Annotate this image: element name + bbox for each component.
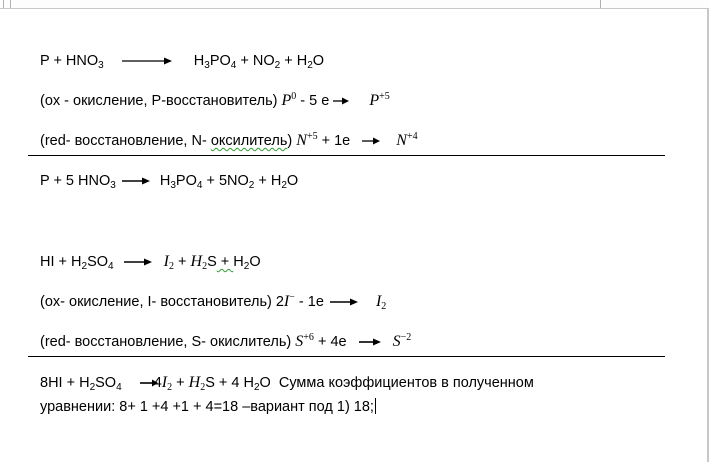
reaction-2-unbalanced [40, 253, 261, 271]
subscript: 2 [89, 382, 96, 393]
plus-sign: + [173, 254, 191, 270]
product-water-h: H [233, 254, 244, 270]
half-reaction-label: (ox - окисление, Р-восстановитель) [40, 93, 278, 109]
frame-tick [600, 0, 601, 8]
reactants: 8HI + [40, 375, 80, 391]
product-po: PO [209, 53, 231, 69]
subscript: 2 [243, 261, 250, 272]
frame-tick [10, 0, 11, 8]
subscript: 3 [98, 60, 104, 71]
right-arrow-icon [359, 337, 381, 347]
product-h: H [193, 53, 205, 69]
species-i2: $I_2$ [375, 293, 387, 312]
right-arrow-icon [122, 56, 172, 66]
plus-sign: + [216, 254, 234, 270]
species-s-plus6: $S^{+6}$ [295, 332, 314, 350]
plus-sign: + [172, 375, 189, 391]
product-water-o: O [286, 173, 299, 189]
fraction-rule-1 [28, 155, 665, 156]
subscript: 4 [230, 60, 237, 71]
product-i2: $I_2$ [163, 253, 174, 272]
right-arrow-icon [330, 297, 358, 307]
subscript: 4 [108, 261, 114, 272]
text-cursor [375, 398, 376, 414]
product-water-o: O [249, 254, 261, 270]
product-h2s: $H_2$ [190, 253, 208, 272]
product-s: S [205, 375, 215, 391]
fraction-rule-2 [28, 356, 665, 357]
answer-text: уравнении: 8+ 1 +4 +1 + 4=18 –вариант под 1) 18; [40, 399, 374, 415]
product-water-o: O [312, 53, 325, 69]
reactant-h: H [79, 375, 90, 391]
species-n-plus5: $N^{+5}$ [296, 131, 318, 149]
half-reaction-label: (red- восстановление, N- [40, 133, 211, 149]
subscript: 2 [274, 60, 281, 71]
subscript: 4 [196, 180, 203, 191]
product-no: + 5NO [202, 173, 249, 189]
product-h2s: $H_2$ [188, 374, 206, 393]
oxidation-half-reaction-2 [40, 293, 386, 311]
right-arrow-icon [362, 136, 380, 146]
product-water-o: O [259, 375, 271, 391]
species-n-plus4: $N^{+4}$ [396, 131, 418, 149]
reactants: HI + H [40, 254, 82, 270]
species-s-minus2: $S^{-2}$ [392, 332, 412, 350]
right-arrow-icon [122, 176, 150, 186]
reactants: P + HNO [40, 53, 99, 69]
coefficient-sum-text: Сумма коэффициентов в полученном [278, 375, 534, 391]
product-water-h: + 4 H [214, 375, 254, 391]
electron-transfer: - 1e [294, 294, 324, 310]
subscript: 3 [170, 180, 176, 191]
reduction-half-reaction-2 [40, 333, 411, 351]
window-top-edge [0, 0, 709, 9]
paren-close: ) [287, 133, 293, 149]
electron-transfer: + 1e [317, 133, 351, 149]
reaction-1-balanced [40, 172, 298, 190]
reactants: P + 5 HNO [40, 173, 111, 189]
product-water-h: + H [254, 173, 282, 189]
right-arrow-icon [124, 257, 152, 267]
species-p0: $P^0$ [281, 91, 297, 109]
half-reaction-label: (red- восстановление, S- окислитель) [40, 334, 292, 350]
subscript: 4 [116, 382, 122, 393]
reduction-half-reaction-1 [40, 132, 418, 150]
reaction-1-unbalanced [40, 52, 324, 70]
reaction-2-balanced [40, 374, 534, 392]
product-s: S [207, 254, 217, 270]
subscript: 2 [281, 180, 287, 191]
subscript: 2 [253, 382, 260, 393]
reactant-so: SO [95, 375, 117, 391]
product-no: + NO [236, 53, 275, 69]
half-reaction-label: (ox- окисление, I- восстановитель) 2 [40, 294, 284, 310]
frame-tick [3, 0, 4, 8]
oxidation-half-reaction-1 [40, 92, 390, 110]
species-i-minus: I− [283, 292, 295, 310]
product-water-h: + H [280, 53, 308, 69]
product-i2: $I_2$ [161, 374, 173, 393]
subscript: 3 [110, 180, 116, 191]
reactant-so: SO [87, 254, 109, 270]
product-po: PO [175, 173, 197, 189]
right-arrow-icon [333, 96, 349, 106]
product-h: H [159, 173, 171, 189]
subscript: 2 [307, 60, 313, 71]
subscript: 2 [248, 180, 255, 191]
electron-transfer: - 5 е [296, 93, 330, 109]
coefficient: 4 [153, 375, 162, 391]
electron-transfer: + 4e [313, 334, 347, 350]
subscript: 3 [204, 60, 210, 71]
species-p-plus5: $P^{+5}$ [369, 91, 390, 109]
answer-line[interactable] [40, 398, 376, 416]
spelling-error-word: оксилитель [210, 133, 288, 149]
subscript: 2 [81, 261, 88, 272]
